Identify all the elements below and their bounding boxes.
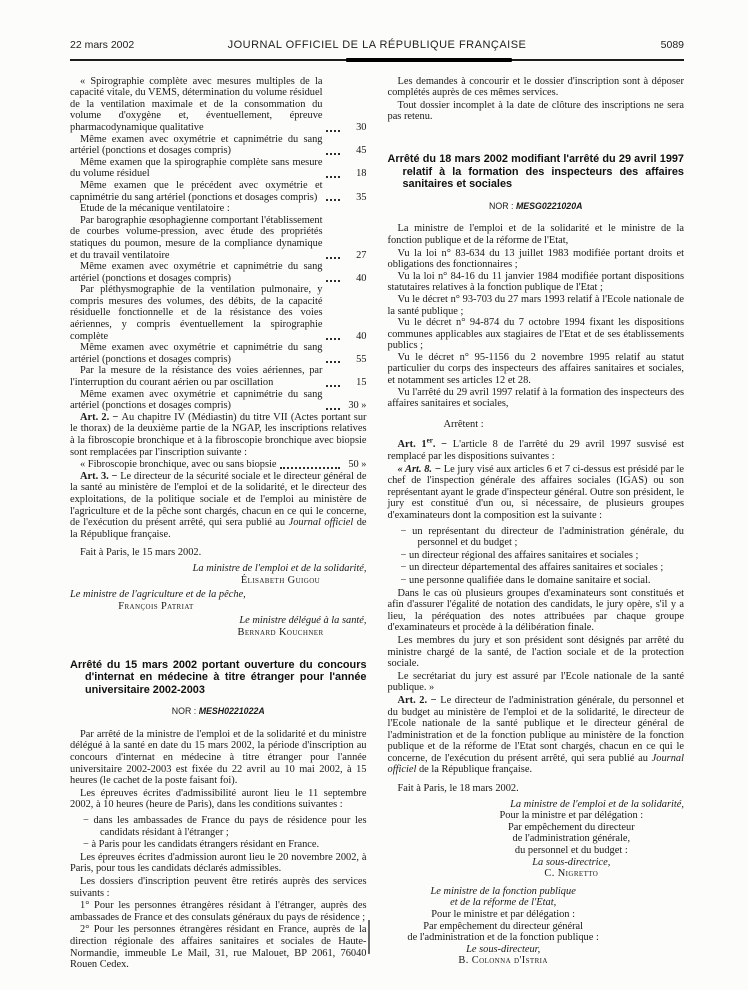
page-header: [70, 40, 684, 52]
article-8-paragraph: [388, 464, 685, 522]
delegation-line: de l'administration générale,: [512, 833, 631, 845]
vu-clause: Vu la loi n° 83-634 du 13 juillet 1983 modifiée portant droits et obligations des fonctionnaires ;: [387, 247, 684, 271]
tariff-entry-text: Même examen avec oxymétrie et capnimétrie du sang artériel (ponctions et dosages compris): [70, 261, 323, 284]
tariff-entry: [70, 261, 367, 284]
tariff-entry: [70, 215, 367, 261]
tariff-entry: [70, 180, 367, 203]
dot-leader: [326, 176, 340, 178]
arretent-line: Arrêtent :: [443, 418, 484, 430]
signature-colonna: [388, 886, 619, 967]
nor-code: MESG0221020A: [515, 200, 583, 211]
dot-leader: [326, 257, 340, 259]
article-3-text-end: de la République française.: [70, 517, 367, 540]
tariff-entry: [70, 342, 367, 365]
journal-title: JOURNAL OFFICIEL DE LA RÉPUBLIQUE FRANÇAISE: [227, 39, 527, 51]
delegation-line: Par empêchement du directeur général: [423, 920, 584, 932]
arrete-18-mars-title: Arrêté du 18 mars 2002 modifiant l'arrêté du 29 avril 1997 relatif à la formation des inspecteurs des affaires sanitaires et sociales: [387, 152, 684, 191]
signature-role-line: Le ministre de la fonction publique: [430, 885, 576, 897]
fait-a-paris-line: Fait à Paris, le 15 mars 2002.: [80, 547, 202, 559]
left-column: [70, 76, 367, 972]
tariff-entry-value: 35: [356, 191, 367, 203]
paragraph: 2° Pour les personnes étrangères résidant en France, auprès de la direction régionale des affaires sanitaires et sociales de Haute-Normandie, immeuble Le Mail, 31, rue Malouet, BP 2061, 76040 Rouen Cedex.: [70, 924, 367, 971]
tariff-entry: [70, 157, 367, 180]
tariff-entry-value: 30 »: [348, 400, 367, 412]
article-1-paragraph: [387, 436, 685, 463]
nor-line: [388, 201, 685, 213]
page-number: 5089: [660, 39, 684, 51]
signature-name: Élisabeth Guigou: [240, 574, 321, 586]
nor-code: MESH0221022A: [198, 706, 265, 717]
tariff-entry-value: 55: [356, 353, 367, 365]
dot-leader: [326, 280, 340, 282]
signature-name: Bernard Kouchner: [237, 626, 324, 638]
paragraph: 1° Pour les personnes étrangères résidant à l'étranger, auprès des ambassades de France et des consulats généraux du pays de résidence ;: [70, 900, 367, 923]
nor-label: NOR :: [489, 200, 516, 211]
article-2-label: Art. 2. −: [397, 694, 441, 706]
signature-nigretto: [388, 799, 685, 880]
signature-guigou: [70, 563, 367, 586]
delegation-line: Pour la ministre et par délégation :: [499, 810, 644, 822]
tariff-entry-text: « Spirographie complète avec mesures multiples de la capacité vitale, du VEMS, détermination du volume résiduel de la ventilation maximale et de la consommation du volume d'oxygène et, éventuellement, épreuve pharmacodynamique qualitative: [70, 75, 323, 133]
article-8-text: Le jury visé aux articles 6 et 7 ci-dessus est présidé par le chef de l'inspection générale des affaires sociales (IGAS) ou son représentant ayant le grade d'inspecteur général. Outre son président, le jury est constitué d'un ou, si nécessaire, de plusieurs groupes d'examinateurs dont la composition est la suivante :: [387, 463, 685, 521]
dot-leader: [280, 467, 340, 469]
journal-officiel-italic: Journal officiel: [288, 517, 354, 529]
tariff-entry-text: Par la mesure de la résistance des voies aériennes, par l'interruption du courant aérien ou par oscillation: [70, 365, 323, 389]
article-8-label: « Art. 8. −: [397, 463, 444, 475]
scan-artifact-line: [368, 920, 370, 954]
dash-list-item: − un directeur départemental des affaires sanitaires et sociales ;: [400, 562, 664, 574]
header-rule: [70, 59, 684, 61]
tariff-entry: [70, 284, 367, 342]
tariff-entry-value: 40: [356, 272, 367, 284]
jury-composition-list: [388, 526, 685, 587]
fibroscopie-entry: [70, 459, 367, 471]
paragraph: Les épreuves écrites d'admissibilité auront lieu le 11 septembre 2002, à 10 heures (heure de Paris), dans les conditions suivantes :: [70, 787, 367, 811]
header-date: 22 mars 2002: [70, 39, 135, 51]
article-2-paragraph: [388, 695, 685, 776]
signature-name: François Patriat: [118, 600, 194, 612]
tariff-entry-value: 45: [356, 145, 367, 157]
dash-list-item: − dans les ambassades de France du pays de résidence pour les candidats résidant à l'étranger ;: [83, 815, 367, 838]
article-2-text: Le directeur de l'administration générale, du personnel et du budget au ministère de l'emploi et de la solidarité, le directeur de l'Ecole nationale de la santé publique et le directeur général de l'administration et de la fonction publique au ministère de la fonction publique et de la réforme de l'Etat sont chargés, chacun en ce qui le concerne, de l'exécution du présent arrêté, qui sera publié au: [387, 694, 684, 764]
fibroscopie-text: « Fibroscopie bronchique, avec ou sans biopsie: [80, 459, 277, 471]
paragraph: Le secrétariat du jury est assuré par l'Ecole nationale de la santé publique. »: [387, 670, 684, 694]
tariff-entry-value: 40: [356, 330, 367, 342]
dot-leader: [326, 153, 340, 155]
article-3-label: Art. 3. −: [80, 470, 121, 482]
vu-clause: Vu le décret n° 95-1156 du 2 novembre 1995 relatif au statut particulier du corps des inspecteurs des affaires sanitaires et sociales, et notamment ses articles 12 et 28.: [387, 351, 684, 387]
tariff-entry-value: 30: [356, 121, 367, 133]
delegation-lines: [388, 909, 619, 944]
signature-role: La ministre de l'emploi et de la solidarité,: [192, 562, 367, 574]
dash-list-item: − un directeur régional des affaires sanitaires et sociales ;: [400, 549, 639, 561]
intro-paragraph: La ministre de l'emploi et de la solidarité et le ministre de la fonction publique et de la réforme de l'Etat,: [387, 223, 684, 246]
dot-leader: [326, 338, 340, 340]
delegation-lines: [459, 810, 684, 856]
fait-a-paris-line: Fait à Paris, le 18 mars 2002.: [397, 783, 519, 795]
dot-leader: [326, 385, 340, 387]
article-2-text: Au chapitre IV (Médiastin) du titre VII (Actes portant sur le thorax) de la deuxième partie de la NGAP, les inscriptions relatives à la fibroscopie bronchique et à la fibroscopie bronchique avec biopsie sont remplacées par l'inscription suivante :: [70, 411, 367, 458]
tariff-entry: [70, 134, 367, 157]
tariff-entry-text: Même examen avec oxymétrie et capnimétrie du sang artériel (ponctions et dosages compris): [70, 388, 323, 412]
signature-role-line: et de la réforme de l'Etat,: [450, 897, 557, 909]
dot-leader: [326, 130, 340, 132]
tariff-entry-text: Même examen que la spirographie complète sans mesure du volume résiduel: [70, 156, 323, 180]
signature-role: Le ministre de l'agriculture et de la pêche,: [70, 589, 246, 601]
dash-list-item: − une personne qualifiée dans le domaine sanitaire et social.: [400, 574, 651, 586]
tariff-subheading: Etude de la mécanique ventilatoire :: [80, 203, 230, 215]
dot-leader: [326, 408, 340, 410]
paragraph: Tout dossier incomplet à la date de clôture des inscriptions ne sera pas retenu.: [387, 99, 684, 123]
nor-line: [70, 706, 367, 718]
vu-clauses: [388, 248, 685, 410]
tariff-entry-text: Même examen avec oxymétrie et capnimétrie du sang artériel (ponctions et dosages compris): [70, 342, 323, 365]
vu-clause: Vu le décret n° 94-874 du 7 octobre 1994 fixant les dispositions communes applicables aux stagiaires de l'Etat et de ses établissements publics ;: [387, 317, 684, 352]
delegation-line: Pour le ministre et par délégation :: [431, 909, 575, 920]
signature-patriat: [70, 589, 367, 612]
vu-clause: Vu la loi n° 84-16 du 11 janvier 1984 modifiée portant dispositions statutaires relatives à la fonction publique de l'Etat ;: [387, 270, 684, 294]
tariff-list-a: [70, 76, 367, 204]
signature-kouchner: [70, 615, 367, 638]
dash-list-item: − un représentant du directeur de l'administration générale, du personnel et du budget ;: [400, 525, 684, 549]
nor-label: NOR :: [171, 706, 199, 717]
superscript-er: er: [426, 436, 433, 445]
signature-subrole: La sous-directrice,: [532, 856, 611, 868]
signature-role: La ministre de l'emploi et de la solidarité,: [510, 798, 684, 810]
paragraph: Les membres du jury et son président sont désignés par arrêté du ministre chargé de la santé, de l'action sociale et de la protection sociale.: [387, 634, 684, 670]
tariff-entry-text: Même examen avec oxymétrie et capnimétrie du sang artériel (ponctions et dosages compris): [70, 133, 323, 157]
dot-leader: [326, 199, 340, 201]
tariff-entry-value: 27: [356, 249, 367, 261]
role-lines: [388, 886, 619, 909]
delegation-line: Par empêchement du directeur: [508, 821, 635, 833]
signature-role: Le ministre délégué à la santé,: [239, 615, 367, 627]
tariff-entry: [70, 76, 367, 134]
tariff-entry-value: 18: [356, 168, 367, 180]
right-column: [388, 76, 685, 972]
paragraph: Les épreuves écrites d'admission auront lieu le 20 novembre 2002, à Paris, pour tous les candidats déclarés admissibles.: [70, 851, 367, 875]
dot-leader: [326, 361, 340, 363]
arrete-15-mars-title: Arrêté du 15 mars 2002 portant ouverture du concours d'internat en médecine à titre étranger pour l'année universitaire 2002-2003: [70, 658, 367, 696]
paragraph: Les demandes à concourir et le dossier d'inscription sont à déposer complétés auprès de ces mêmes services.: [387, 75, 684, 99]
article-1-label: Art. 1er. −: [397, 436, 453, 451]
fibroscopie-value: 50 »: [348, 459, 367, 471]
locations-list: [70, 815, 367, 851]
tariff-list-b: [70, 215, 367, 412]
signature-name: B. Colonna d'Istria: [458, 955, 548, 967]
signature-subrole: Le sous-directeur,: [466, 943, 541, 955]
tariff-entry-text: Par pléthysmographie de la ventilation pulmonaire, y compris mesures des volumes, des débits, de la capacité résiduelle fonctionnelle et de la résistance des voies aériennes, y compris éventuellement la spirographie complète: [70, 284, 323, 342]
delegation-line: du personnel et du budget :: [514, 845, 628, 857]
tariff-entry-text: Même examen que le précédent avec oxymétrie et capnimétrie du sang artériel (ponctions et dosages compris): [70, 179, 323, 203]
signature-name: C. Nigretto: [544, 868, 599, 880]
article-3-text: Le directeur de la sécurité sociale et le directeur général de la santé au ministère de l'emploi et de la solidarité, et le directeur des exploitations, de la politique sociale et de l'emploi au ministère de l'agriculture et de la pêche sont chargés, chacun en ce qui le concerne, de l'exécution du présent arrêté, qui sera publié au: [70, 470, 367, 529]
article-2-text-end: de la République française.: [416, 764, 533, 776]
article-2-paragraph: [70, 412, 367, 458]
paragraph: Par arrêté de la ministre de l'emploi et de la solidarité et du ministre délégué à la santé en date du 15 mars 2002, la période d'inscription au concours d'internat en médecine à titre étranger pour l'année universitaire 2002-2003 est fixée du 22 avril au 10 mai 2002, à 15 heures (le cachet de la poste faisant foi).: [70, 728, 367, 787]
article-3-paragraph: [70, 471, 367, 541]
tariff-entry: [70, 389, 367, 412]
tariff-entry: [70, 365, 367, 388]
article-2-label: Art. 2. −: [80, 411, 122, 423]
journal-officiel-italic: Journal officiel: [387, 752, 684, 776]
paragraph: Dans le cas où plusieurs groupes d'examinateurs sont constitués et afin d'assurer l'égalité de notation des candidats, le jury opère, s'il y a lieu, la péréquation des notes attribuées par chaque groupe d'examinateurs et procède à la délibération finale.: [387, 587, 684, 634]
delegation-line: de l'administration et de la fonction publique :: [407, 932, 599, 944]
paragraph: Les dossiers d'inscription peuvent être retirés auprès des services suivants :: [70, 876, 367, 899]
scan-smudge: [346, 58, 512, 62]
article-1-text: L'article 8 de l'arrêté du 29 avril 1997 susvisé est remplacé par les dispositions suivantes :: [387, 439, 685, 463]
dash-list-item: − à Paris pour les candidats étrangers résidant en France.: [83, 839, 320, 851]
tariff-entry-text: Par barographie œsophagienne comportant l'établissement de courbes volume-pression, avec étude des propriétés statiques du poumon, mesure de la compliance dynamique et du travail ventilatoire: [70, 214, 323, 261]
vu-clause: Vu le décret n° 93-703 du 27 mars 1993 relatif à l'Ecole nationale de la santé publique ;: [387, 293, 684, 317]
tariff-entry-value: 15: [356, 377, 367, 389]
vu-clause: Vu l'arrêté du 29 avril 1997 relatif à la formation des inspecteurs des affaires sanitaires et sociales,: [387, 386, 684, 410]
